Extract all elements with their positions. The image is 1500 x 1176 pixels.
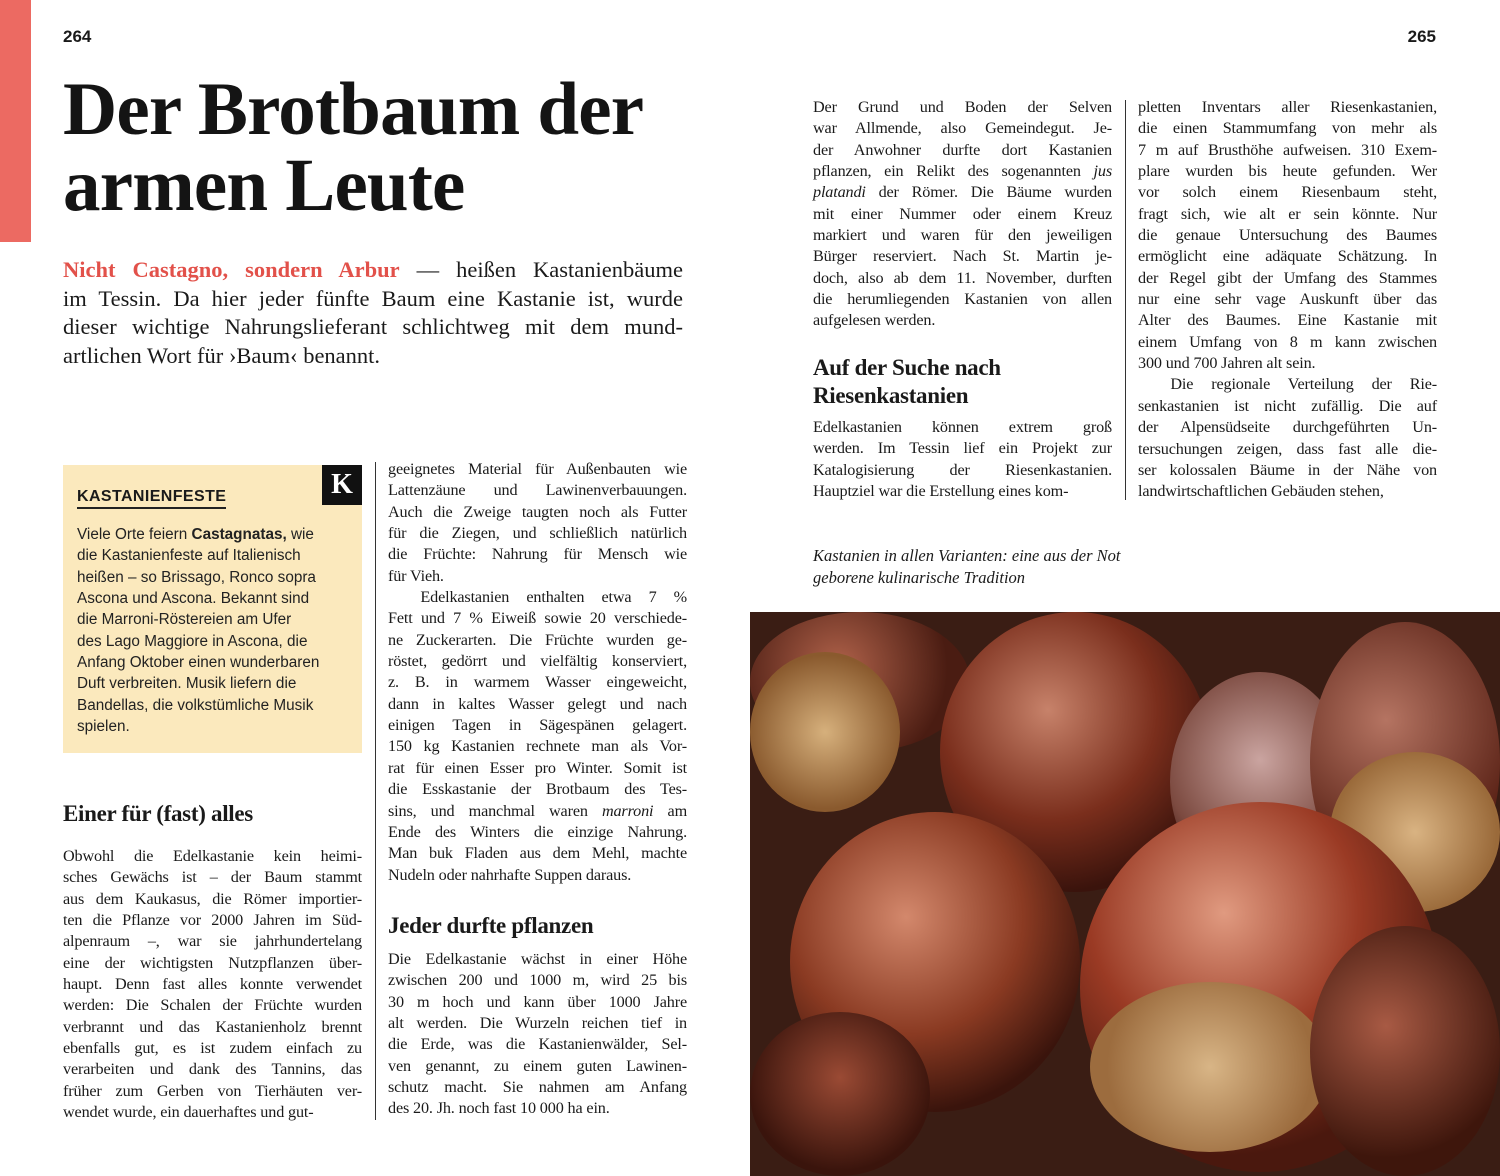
section-heading: Jeder durfte pflanzen (388, 913, 594, 938)
text-line: plare wurden bis heute gefunden. Wer (1138, 162, 1437, 181)
text-line: rat für einen Esser pro Winter. Somit ist (388, 758, 687, 777)
text-segment: wie (286, 526, 314, 543)
text-line: aus dem Kaukasus, die Römer importier- (63, 889, 362, 908)
body-column-1 (63, 846, 362, 1123)
text-line: senkastanien ist nicht zufällig. Die auf (1138, 396, 1437, 415)
title-line: armen Leute (63, 144, 465, 227)
text-line: Bürger reserviert. Nach St. Martin je- (813, 247, 1112, 266)
text-line (63, 256, 683, 285)
text-line: Auch die Zweige taugten noch als Futter (388, 502, 687, 521)
text-line (813, 182, 1112, 203)
paragraph (63, 846, 362, 1123)
text-line: die Früchte: Nahrung für Mensch wie (388, 545, 687, 564)
text-line: Duft verbreiten. Musik liefern die (77, 675, 297, 693)
text-line: verarbeiten und dank des Tannins, das (63, 1060, 362, 1079)
chestnuts-photo (750, 612, 1500, 1176)
paragraph (1138, 374, 1437, 502)
text-line: die genaue Untersuchung des Baumes (1138, 226, 1437, 245)
chestnut-base (1090, 982, 1330, 1152)
text-line: Obwohl die Edelkastanie kein heimi- (63, 847, 362, 865)
caption-line: geborene kulinarische Tradition (813, 568, 1026, 587)
text-line: verbrannt und das Kastanienholz brennt (63, 1017, 362, 1036)
body-column-2-cont (388, 949, 687, 1120)
intro-paragraph (63, 256, 683, 371)
body-column-3-cont (813, 417, 1112, 502)
text-segment: — heißen Kastanienbäume (399, 257, 684, 282)
column-divider (1125, 100, 1126, 500)
paragraph (1138, 97, 1437, 374)
text-line: Edelkastanien enthalten etwa 7 % (420, 588, 687, 607)
text-line: Edelkastanien können extrem groß (813, 418, 1112, 436)
text-line: 30 m hoch und kann über 1000 Jahre (388, 992, 687, 1011)
box-text (77, 524, 319, 737)
text-line: Alter des Baumes. Eine Kastanie mit (1138, 311, 1437, 330)
text-line: die Marroni-Röstereien am Ufer (77, 611, 292, 629)
text-line: für die Ziegen, und schließlich natürlich (388, 524, 687, 543)
text-line: wendet wurde, ein dauerhaftes und gut- (63, 1103, 314, 1122)
lead-highlight: Nicht Castagno, sondern Arbur (63, 257, 400, 282)
heading-line: Auf der Suche nach (813, 355, 1001, 380)
body-column-4 (1138, 97, 1437, 503)
text-line: ne Zuckerarten. Die Früchte wurden ge- (388, 630, 687, 649)
text-line: Man buk Fladen aus dem Mehl, machte (388, 844, 687, 863)
text-line: dieser wichtige Nahrungslieferant schlichtweg mit dem mund- (63, 314, 683, 340)
text-line: Hauptziel war die Erstellung eines kom- (813, 482, 1069, 501)
text-line: die Erde, was die Kastanienwälder, Sel- (388, 1035, 687, 1054)
text-line (388, 801, 687, 822)
text-segment: pflanzen, ein Relikt des sogenannten (813, 162, 1094, 181)
body-column-2 (388, 459, 687, 886)
text-line: Nudeln oder nahrhafte Suppen daraus. (388, 865, 632, 884)
text-line: markiert und waren für den jeweiligen (813, 226, 1112, 245)
text-line: die Kastanienfeste auf Italienisch (77, 547, 301, 565)
paragraph (388, 949, 687, 1120)
text-line: ebenfalls gut, es ist zudem einfach zu (63, 1039, 362, 1058)
section-heading (813, 354, 1001, 410)
text-line: eine der wichtigsten Nutzpflanzen über- (63, 953, 362, 972)
bold-term: Castagnatas, (191, 526, 287, 543)
text-line: 7 m auf Brusthöhe aufweisen. 310 Exem- (1138, 140, 1437, 159)
text-line: die herumliegenden Kastanien von allen (813, 290, 1112, 309)
text-line: Die Edelkastanie wächst in einer Höhe (388, 950, 687, 968)
italic-term: platandi (813, 183, 866, 202)
text-line: geeignetes Material für Außenbauten wie (388, 460, 687, 478)
text-line: der Regel gibt der Umfang des Stammes (1138, 268, 1437, 287)
text-line: der Alpensüdseite durchgeführten Un- (1138, 418, 1437, 437)
text-line: alpenraum –, war sie jahrhundertelang (63, 932, 362, 951)
text-line: 300 und 700 Jahren alt sein. (1138, 354, 1316, 373)
text-line: ser kolossalen Bäume in der Nähe von (1138, 460, 1437, 479)
intro-lead (63, 256, 683, 371)
text-line: Anfang Oktober einen wunderbaren (77, 654, 320, 672)
text-line: Ascona und Ascona. Bekannt sind (77, 590, 310, 608)
body-column-3 (813, 97, 1112, 332)
text-line: spielen. (77, 718, 130, 736)
text-line: der Anwohner durfte dort Kastanien (813, 140, 1112, 159)
text-line: alt werden. Die Wurzeln reichen tief in (388, 1014, 687, 1033)
text-line: Lattenzäune und Lawinenverbauungen. (388, 481, 687, 500)
text-line: 150 kg Kastanien rechnete man als Vor- (388, 737, 687, 756)
text-line: Die regionale Verteilung der Rie- (1170, 375, 1437, 394)
italic-term: jus (1093, 162, 1112, 181)
text-line: Fett und 7 % Eiweiß sowie 20 verschiede- (388, 609, 687, 628)
caption-line: Kastanien in allen Varianten: eine aus der Not (813, 546, 1121, 565)
text-line: Ende des Winters die einzige Nahrung. (388, 822, 687, 841)
text-line: vor solch einem Riesenbaum steht, (1138, 183, 1437, 202)
text-line (813, 161, 1112, 182)
italic-term: marroni (601, 801, 654, 820)
text-line: ven genannt, zu einem guten Lawinen- (388, 1056, 687, 1075)
paragraph (813, 417, 1112, 502)
text-line: röstet, gedörrt und vielfältig konserviert, (388, 652, 687, 671)
red-accent-bar (0, 0, 31, 242)
text-line: schutz macht. Sie nahmen am Anfang (388, 1078, 687, 1097)
text-line: fragt sich, wie alt er sein könnte. Nur (1138, 204, 1437, 223)
title-line: Der Brotbaum der (63, 68, 644, 151)
text-line: ermöglicht eine adäquate Schätzung. In (1138, 247, 1437, 266)
chestnut-base (750, 652, 900, 812)
k-badge-icon: K (322, 465, 362, 505)
column-divider (375, 462, 376, 1120)
text-segment: am (653, 801, 688, 820)
text-line: einigen Tagen in Sägespänen gelagert. (388, 716, 687, 735)
text-line: des Lago Maggiore in Ascona, die (77, 632, 308, 650)
text-segment: der Römer. Die Bäume wurden (865, 183, 1112, 202)
text-line: haupt. Denn fast alles konnte verwendet (63, 975, 362, 994)
paragraph (388, 587, 687, 886)
text-line: doch, also ab dem 11. November, durften (813, 268, 1112, 287)
text-line: artlichen Wort für ›Baum‹ benannt. (63, 343, 381, 369)
heading-line: Riesenkastanien (813, 383, 969, 408)
text-line: z. B. in warmem Wasser eingeweicht, (388, 673, 687, 692)
text-line: werden: Die Schalen der Früchte wurden (63, 996, 362, 1015)
section-heading: Einer für (fast) alles (63, 801, 253, 826)
text-line: mit einer Nummer oder einem Kreuz (813, 204, 1112, 223)
text-line: landwirtschaftlichen Gebäuden stehen, (1138, 482, 1384, 501)
text-line: früher zum Gerben von Tierhäuten ver- (63, 1081, 362, 1100)
text-line: Bandellas, die volkstümliche Musik (77, 696, 314, 714)
text-line: heißen – so Brissago, Ronco sopra (77, 568, 316, 586)
page-number-left: 264 (63, 27, 92, 46)
page-number-right: 265 (1407, 27, 1436, 46)
text-line: die einen Stammumfang von mehr als (1138, 119, 1437, 138)
text-line: nur eine sehr vage Auskunft über das (1138, 290, 1437, 309)
text-line: dann in kaltes Wasser gelegt und nach (388, 694, 687, 713)
text-line (77, 524, 319, 545)
text-line: sches Gewächs ist – der Baum stammt (63, 868, 362, 887)
text-line: pletten Inventars aller Riesenkastanien, (1138, 98, 1437, 116)
chestnut (750, 1012, 930, 1176)
text-line: die Esskastanie der Brotbaum des Tes- (388, 780, 687, 799)
text-line: Katalogisierung der Riesenkastanien. (813, 460, 1112, 479)
paragraph (813, 97, 1112, 332)
text-line: Der Grund und Boden der Selven (813, 98, 1112, 116)
info-box-kastanienfeste (63, 465, 362, 753)
text-line: ten die Pflanze vor 2000 Jahren im Süd- (63, 911, 362, 930)
paragraph (388, 459, 687, 587)
box-heading: KASTANIENFESTE (77, 488, 226, 509)
text-line: des 20. Jh. noch fast 10 000 ha ein. (388, 1099, 610, 1118)
text-segment: Viele Orte feiern (77, 526, 192, 543)
page-title (63, 68, 644, 227)
text-line: tersuchungen zeigen, dass fast alle die- (1138, 439, 1437, 458)
photo-caption (813, 545, 1121, 589)
text-line: einem Umfang von 8 m kann zwischen (1138, 332, 1437, 351)
text-line: aufgelesen werden. (813, 311, 936, 330)
text-line: im Tessin. Da hier jeder fünfte Baum eine Kastanie ist, wurde (63, 285, 683, 311)
chestnut (1310, 926, 1500, 1176)
text-line: werden. Im Tessin lief ein Projekt zur (813, 439, 1112, 458)
text-segment: sins, und manchmal waren (388, 801, 602, 820)
text-line: für Vieh. (388, 566, 444, 585)
text-line: war Allmende, also Gemeindegut. Je- (813, 119, 1112, 138)
text-line: zwischen 200 und 1000 m, wird 25 bis (388, 971, 687, 990)
